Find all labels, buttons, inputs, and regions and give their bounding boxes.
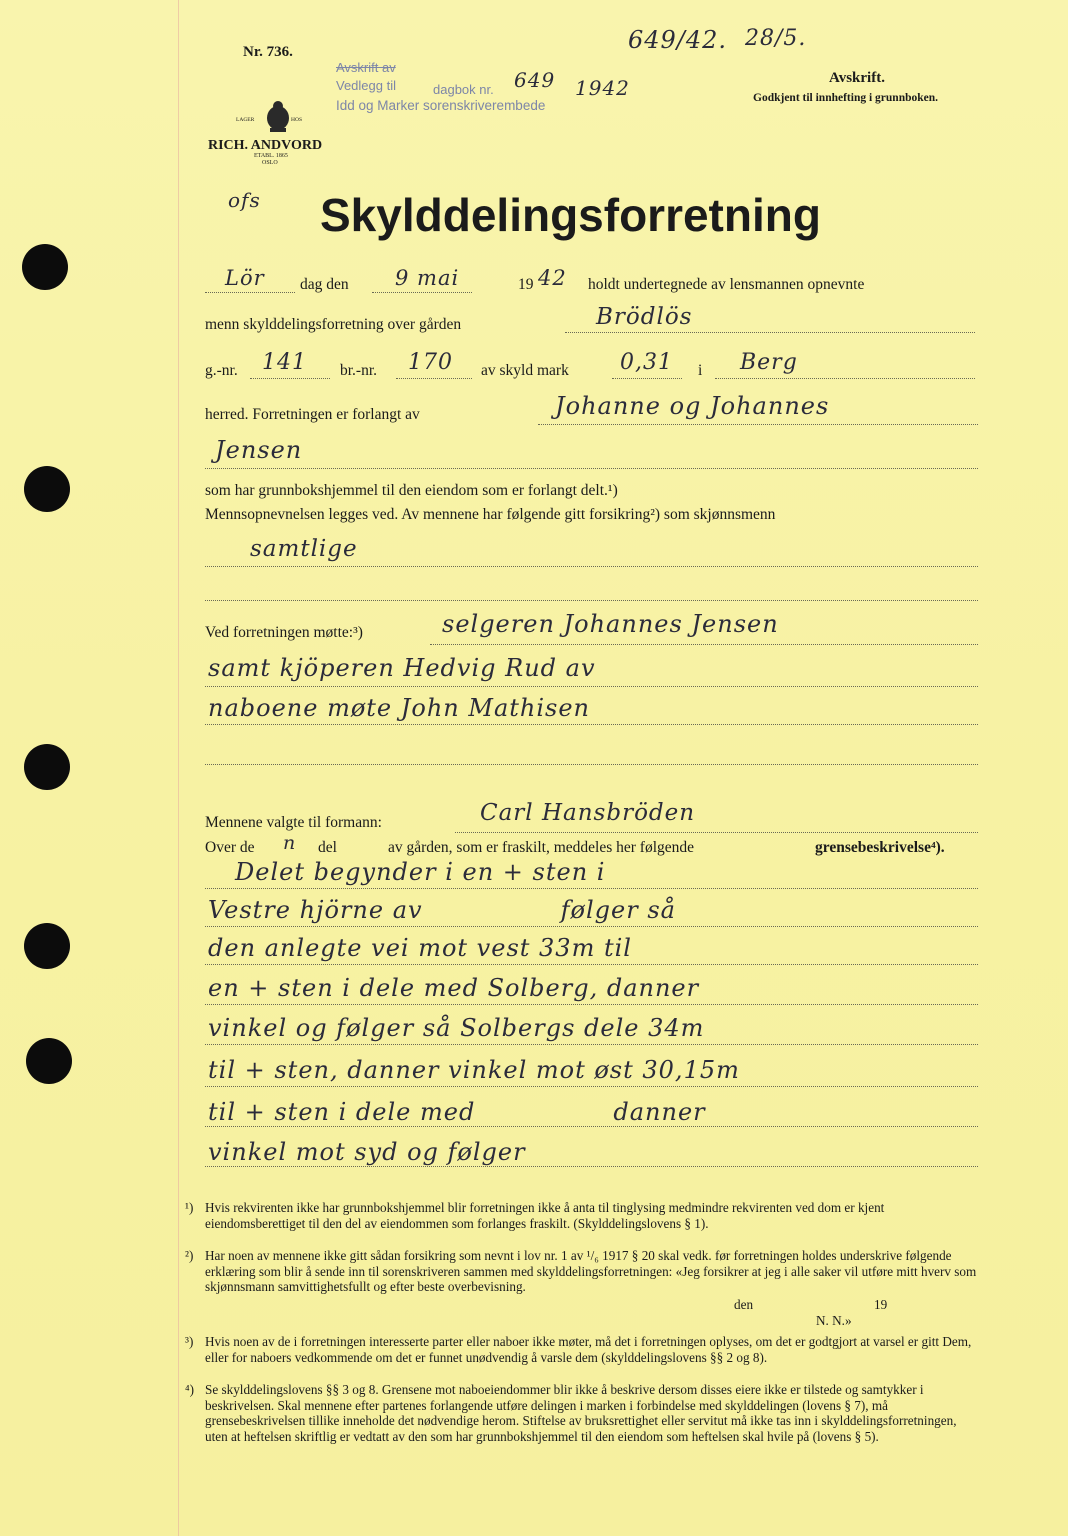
- footnote-2-signature: N. N.»: [816, 1313, 852, 1328]
- skyld-label: av skyld mark: [481, 362, 569, 379]
- stamp-year: 1942: [575, 76, 630, 100]
- footnote-2: [185, 1248, 980, 1295]
- brnr-hand: 170: [408, 350, 453, 375]
- publisher-logo: [252, 98, 304, 134]
- footnote-4-mark: ⁴): [185, 1382, 194, 1397]
- brnr-label: br.-nr.: [340, 362, 378, 379]
- attendees-hand-1: selgeren Johannes Jensen: [442, 610, 779, 638]
- stamp-court: Idd og Marker sorenskriverembede: [336, 98, 546, 113]
- logo-left-word: LAGER: [236, 117, 255, 123]
- publisher-city: OSLO: [262, 160, 278, 166]
- footnote-2-den: den: [734, 1297, 754, 1312]
- line7-text: Mennsopnevnelsen legges ved. Av mennene har følgende gitt forsikring²) som skjønnsmenn: [205, 506, 776, 523]
- line12-text: Mennene valgte til formann:: [205, 814, 382, 831]
- footnote-3-text: Hvis noen av de i forretningen interesserte parter eller naboer ikke møter, må det i forretningen oplyses, om det er godtgjort at varsel er gitt Dem, eller for naboers vedkommende om det er funnet unødvendig å varsle dem (skylddelingslovens §§ 2 og 8).: [205, 1334, 972, 1365]
- description-line-7: til + sten i dele med danner: [208, 1098, 706, 1126]
- binder-hole-3: [24, 744, 70, 790]
- line6-text: som har grunnbokshjemmel til den eiendom som er forlangt delt.¹): [205, 482, 618, 499]
- description-line-6: til + sten, danner vinkel mot øst 30,15m: [208, 1056, 740, 1084]
- binder-hole-2: [24, 466, 70, 512]
- footnote-3-mark: ³): [185, 1334, 194, 1349]
- description-line-2: Vestre hjörne av følger så: [208, 896, 676, 924]
- description-line-1: Delet begynder i en + sten i: [235, 858, 606, 886]
- requester-hand: Johanne og Johannes: [555, 392, 830, 420]
- line13-over-hand: n: [283, 832, 297, 854]
- line13-over: Over de: [205, 839, 255, 856]
- farm-name-hand: Brödlös: [596, 304, 693, 330]
- document-title: Skylddelingsforretning: [320, 189, 821, 241]
- footnote-1-mark: ¹): [185, 1200, 194, 1215]
- footnote-2-mark: ²): [185, 1248, 194, 1263]
- form-number: Nr. 736.: [243, 44, 293, 60]
- footnote-4-text: Se skylddelingslovens §§ 3 og 8. Grensene mot naboeiendommer blir ikke å beskrive dersom disses eiere ikke er tilstede og samtykker i beskrivelsen. Skal mennene efter partenes forlangende utføre delingen i marken i forbindelse med skylddelingen (lovens § 7), må grensebeskrivelsen tillike inneholde det nødvendige herom. Stiftelse av bruksrettighet eller servitut må ikke tas inn i skylddelingsforretningen, uten at heftelsen skriftlig er vedtatt av den som har grunnbokshjemmel til den eiendom som heftelsen skal hvile på (lovens § 5).: [205, 1382, 957, 1444]
- case-number-hand: 649/42.: [628, 26, 728, 54]
- attendees-hand-3: naboene møte John Mathisen: [208, 694, 591, 722]
- footnote-3: [185, 1334, 980, 1365]
- line9-text: Ved forretningen møtte:³): [205, 624, 363, 641]
- description-line-4: en + sten i dele med Solberg, danner: [208, 974, 700, 1002]
- logo-icon: [252, 98, 304, 134]
- herred-hand: Berg: [740, 350, 798, 375]
- stamp-dagbok-number: 649: [514, 68, 556, 92]
- binder-hole-4: [24, 923, 70, 969]
- i-label: i: [698, 362, 703, 379]
- case-date-hand: 28/5.: [745, 26, 807, 51]
- line13-del: del: [318, 839, 337, 856]
- description-line-3: den anlegte vei mot vest 33m til: [208, 934, 632, 962]
- publisher-established: ETABL. 1865: [254, 153, 288, 159]
- binder-hole-1: [22, 244, 68, 290]
- dag-den-label: dag den: [300, 276, 349, 293]
- publisher-name: RICH. ANDVORD: [208, 138, 323, 153]
- logo-right-word: HOS: [291, 117, 303, 123]
- line13-text: av gården, som er fraskilt, meddeles her følgende: [388, 839, 695, 856]
- stamp-dagbok: dagbok nr.: [433, 82, 494, 97]
- gnr-label: g.-nr.: [205, 362, 238, 379]
- line1-text: holdt undertegnede av lensmannen opnevnte: [588, 276, 865, 293]
- margin-rule: [178, 0, 179, 1536]
- year-hand: 42: [538, 266, 567, 290]
- footnote-1: [185, 1200, 980, 1231]
- stamp-avskrift-av: Avskrift av: [336, 60, 396, 75]
- avskrift-title: Avskrift.: [829, 70, 885, 86]
- gnr-hand: 141: [262, 350, 307, 375]
- margin-note: ofs: [228, 188, 261, 212]
- chairman-hand: Carl Hansbröden: [480, 800, 696, 826]
- assessors-hand: samtlige: [250, 536, 358, 562]
- weekday-hand: Lör: [225, 266, 265, 290]
- footnote-1-text: Hvis rekvirenten ikke har grunnbokshjemmel blir forretningen ikke å anta til tinglysing medmindre rekvirenten ved dom er kjent eiendomsberettiget til den del av eiendommen som forlanges fraskilt. (Skylddelingslovens § 1).: [205, 1200, 885, 1231]
- requester-surname-hand: Jensen: [215, 436, 303, 464]
- footnote-2-text: Har noen av mennene ikke gitt sådan forsikring som nevnt i lov nr. 1 av ¹/₆ 1917 § 20 skal vedk. før forretningen holdes underskrive følgende erklæring som blir å sende inn til sorenskriveren sammen med skylddelingsforretningen: «Jeg forsikrer at jeg i alle saker vil utføre mitt hverv som skjønnsmann samvittighetsfullt og efter beste overbevisning.: [205, 1248, 977, 1295]
- line13-bold: grensebeskrivelse⁴).: [815, 839, 945, 856]
- date-hand: 9 mai: [395, 266, 460, 290]
- avskrift-subtitle: Godkjent til innhefting i grunnboken.: [753, 92, 939, 104]
- skyld-hand: 0,31: [620, 350, 673, 375]
- stamp-vedlegg-til: Vedlegg til: [336, 78, 396, 93]
- footnote-4: [185, 1382, 980, 1444]
- description-line-8: vinkel mot syd og følger: [208, 1138, 526, 1166]
- line4-text: herred. Forretningen er forlangt av: [205, 406, 420, 423]
- footnote-2-year: 19: [874, 1297, 888, 1312]
- year-prefix: 19: [518, 276, 534, 293]
- binder-hole-5: [26, 1038, 72, 1084]
- attendees-hand-2: samt kjöperen Hedvig Rud av: [208, 654, 596, 682]
- line2-text: menn skylddelingsforretning over gården: [205, 316, 462, 333]
- description-line-5: vinkel og følger så Solbergs dele 34m: [208, 1014, 705, 1042]
